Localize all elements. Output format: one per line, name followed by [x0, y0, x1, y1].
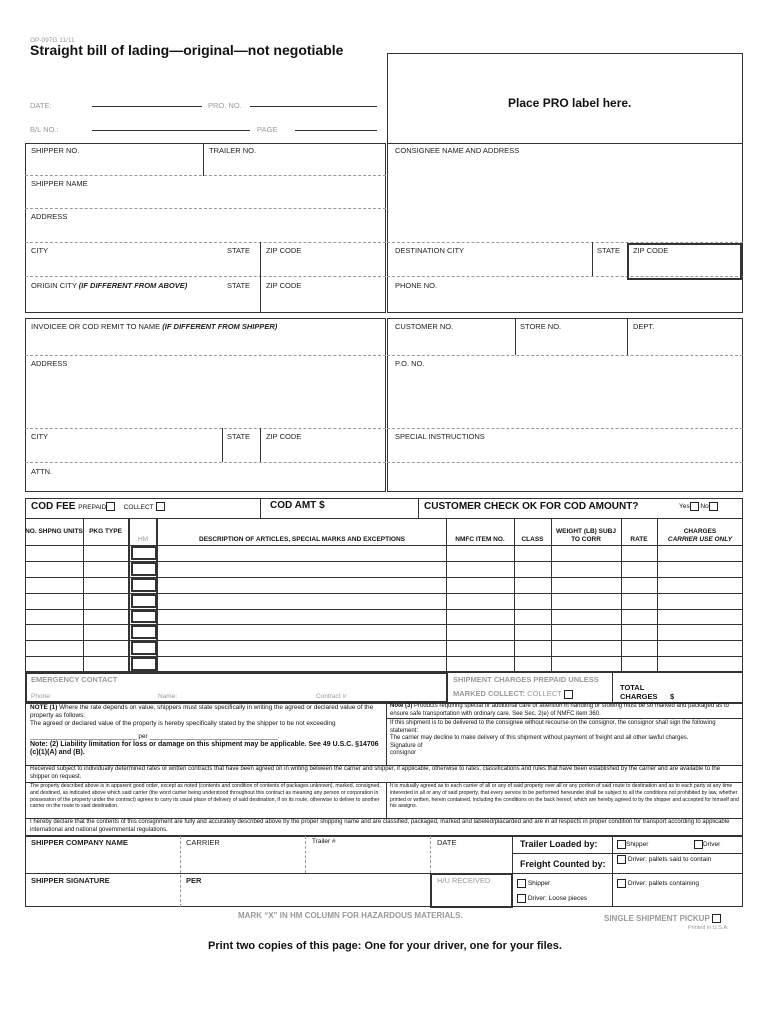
col-hm: HM [137, 536, 149, 543]
invoicee-zip-label: ZIP CODE [266, 432, 302, 441]
consignee-section [387, 143, 743, 313]
destination-city-label: DESTINATION CITY [395, 246, 465, 255]
hm-checkbox[interactable] [131, 625, 157, 639]
destination-zip-label: ZIP CODE [633, 246, 669, 255]
cod-amount-label: COD AMT $ [270, 500, 325, 511]
col-description: DESCRIPTION OF ARTICLES, SPECIAL MARKS AND EXCEPTIONS [199, 536, 405, 543]
note-3: Note (3) Products requiring special or additional care or attention in handling or stowing must be so marked and packaged as to ensure safe transportation with ordinary care. See Sec. 2(e) of NMFC item 360. [390, 703, 729, 717]
cod-prepaid-checkbox[interactable] [106, 502, 115, 511]
col-pkg-type: PKG TYPE [89, 528, 122, 535]
recourse-statement: If this shipment is to be delivered to the consignee without recourse on the consignor, the consignor shall sign the following statement: The carrier may decline to make delivery of this shipment without payment of freight and all other lawful charges. Signature of consignor [390, 720, 716, 756]
hm-checkbox[interactable] [131, 657, 157, 671]
consignee-label: CONSIGNEE NAME AND ADDRESS [395, 146, 520, 155]
shipper-state-label: STATE [227, 246, 251, 255]
po-no-label: P.O. NO. [395, 359, 425, 368]
date-label: DATE: [30, 101, 52, 110]
emergency-phone-label: Phone: [31, 693, 52, 700]
emergency-contract-label: Contract #: [316, 693, 348, 700]
hm-checkbox[interactable] [131, 562, 157, 576]
print-instructions: Print two copies of this page: One for your driver, one for your files. [208, 940, 562, 952]
freight-counted-label: Freight Counted by: [520, 859, 606, 869]
invoicee-label: INVOICEE OR COD REMIT TO NAME (IF DIFFERENT FROM SHIPPER) [31, 322, 278, 331]
pro-no-field[interactable] [250, 106, 377, 107]
mutual-agreement: It is mutually agreed as to each carrier of all or any of said property over all or any portion of said route to destination and as to each party at any time interested in all or any of said property, that every service to be performed hereunder shall be subject to all the conditions not prohibited by law, whether printed or written, herein contained, including the conditions on the back hereof, which are hereby agreed to by the shipper and accepted for himself and his assigns. [390, 783, 739, 810]
pro-no-label: PRO. NO. [208, 101, 242, 110]
marked-collect: MARKED COLLECT: COLLECT [453, 689, 573, 699]
emergency-name-label: Name: [158, 693, 178, 700]
collect-checkbox[interactable] [564, 690, 573, 699]
bl-no-field[interactable] [92, 130, 250, 131]
col-rate: RATE [630, 536, 648, 543]
origin-city-label: ORIGIN CITY (IF DIFFERENT FROM ABOVE) [31, 281, 188, 290]
date-field[interactable] [92, 106, 202, 107]
driver-pallets-containing[interactable]: Driver: pallets containing [617, 879, 699, 888]
loaded-driver[interactable]: Driver [694, 840, 720, 849]
cod-fee: COD FEE PREPAID COLLECT [31, 501, 165, 512]
hm-checkbox[interactable] [131, 546, 157, 560]
phone-label: PHONE NO. [395, 281, 438, 290]
invoicee-address-label: ADDRESS [31, 359, 68, 368]
invoicee-section [25, 318, 386, 492]
customer-check-label: CUSTOMER CHECK OK FOR COD AMOUNT? [424, 501, 639, 512]
shipper-signature-label: SHIPPER SIGNATURE [31, 876, 110, 885]
prepaid-unless-label: SHIPMENT CHARGES PREPAID UNLESS [453, 675, 599, 684]
property-statement: The property described above is in apparent good order, except as noted (contents and condition of contents of packages unknown), marked, consigned, and destined, as indicated above which said carrier (the word carrier being understood throughout this contract as meaning any person or corporation in possession of the property under the contract) agrees to carry its usual place of delivery of said destination, if on its route, otherwise to deliver to another carrier on the route to said destination. [30, 783, 381, 810]
hu-received-label: H/U RECEIVED [437, 876, 491, 885]
declaration: I hereby declare that the contents of this consignment are fully and accurately described above by the proper shipping name and are classified, packaged, marked and labeled/placarded and are in all respects in proper condition for transport according to applicable international and national governmental regulations. [30, 819, 730, 833]
printed-in-usa: Printed in U.S.A. [688, 925, 729, 931]
invoicee-city-label: CITY [31, 432, 49, 441]
hazmat-note: MARK “X” IN HM COLUMN FOR HAZARDOUS MATERIALS. [238, 911, 463, 920]
loaded-shipper[interactable]: Shipper [617, 840, 648, 849]
shipper-no-label: SHIPPER NO. [31, 146, 80, 155]
emergency-contact-title: EMERGENCY CONTACT [31, 675, 118, 684]
driver-loose-pieces[interactable]: Driver: Loose pieces [517, 894, 587, 903]
form-code: OP-097G 11/11 [30, 37, 75, 44]
yes-checkbox[interactable] [690, 502, 699, 511]
store-no-label: STORE NO. [520, 322, 562, 331]
total-charges: TOTAL CHARGES $ [620, 683, 675, 701]
dept-label: DEPT. [633, 322, 655, 331]
customer-no-label: CUSTOMER NO. [395, 322, 454, 331]
page-label: PAGE [257, 125, 278, 134]
carrier-label: CARRIER [186, 838, 220, 847]
driver-pallets-said[interactable]: Driver: pallets said to contain [617, 855, 711, 864]
pro-label-area [387, 53, 743, 144]
single-shipment-checkbox[interactable] [712, 914, 721, 923]
counted-shipper[interactable]: Shipper [517, 879, 550, 888]
hm-checkbox[interactable] [131, 578, 157, 592]
origin-state-label: STATE [227, 281, 251, 290]
trailer-loaded-label: Trailer Loaded by: [520, 839, 598, 849]
attn-label: ATTN. [31, 467, 53, 476]
customer-check-options: Yes No [679, 502, 718, 511]
hm-checkbox[interactable] [131, 610, 157, 624]
customer-section [387, 318, 743, 492]
pro-label-placeholder: Place PRO label here. [508, 96, 632, 110]
col-units: NO. SHPNG UNITS [25, 528, 83, 535]
col-charges: CHARGES CARRIER USE ONLY [667, 528, 733, 543]
col-nmfc: NMFC ITEM NO. [455, 536, 505, 543]
shipper-city-label: CITY [31, 246, 49, 255]
shipper-address-label: ADDRESS [31, 212, 68, 221]
cod-collect-checkbox[interactable] [156, 502, 165, 511]
origin-zip-label: ZIP CODE [266, 281, 302, 290]
trailer-label: Trailer # [312, 838, 336, 845]
bottom-date-label: DATE [437, 838, 457, 847]
single-shipment-pickup: SINGLE SHIPMENT PICKUP [604, 914, 721, 923]
shipper-zip-label: ZIP CODE [266, 246, 302, 255]
shipper-name-label: SHIPPER NAME [31, 179, 88, 188]
no-checkbox[interactable] [709, 502, 718, 511]
page-title: Straight bill of lading—original—not negotiable [30, 42, 344, 58]
hm-checkbox[interactable] [131, 641, 157, 655]
page-field[interactable] [295, 130, 377, 131]
bl-no-label: B/L NO.: [30, 125, 59, 134]
per-label: PER [186, 876, 202, 885]
shipper-company-label: SHIPPER COMPANY NAME [31, 838, 128, 847]
trailer-no-label: TRAILER NO. [209, 146, 257, 155]
hm-checkbox[interactable] [131, 594, 157, 608]
col-weight: WEIGHT (LB) SUBJ TO CORR [556, 528, 616, 543]
invoicee-state-label: STATE [227, 432, 251, 441]
destination-state-label: STATE [597, 246, 621, 255]
note-1: NOTE (1) Where the rate depends on value, shippers must state specifically in writing the agreed or declared value of the property as follows: The agreed or declared value of the property is hereby specifically stated by the shipper to be not exceeding ______________________________ per ____________________________________. Note: (2) Liability limitation for loss or damage on this shipment may be applicable. See 49 U.S.C. §14706 (c)(1)(A) and (B). [30, 704, 379, 756]
received-subject: Received subject to individually determined rates or written contracts that have been agreed on in writing between the carrier and shipper, if applicable, otherwise to rates, classifications and rules that have been established by the carrier and are available to the shipper on request. [30, 766, 721, 780]
special-instructions-label: SPECIAL INSTRUCTIONS [395, 432, 485, 441]
col-class: CLASS [521, 536, 544, 543]
